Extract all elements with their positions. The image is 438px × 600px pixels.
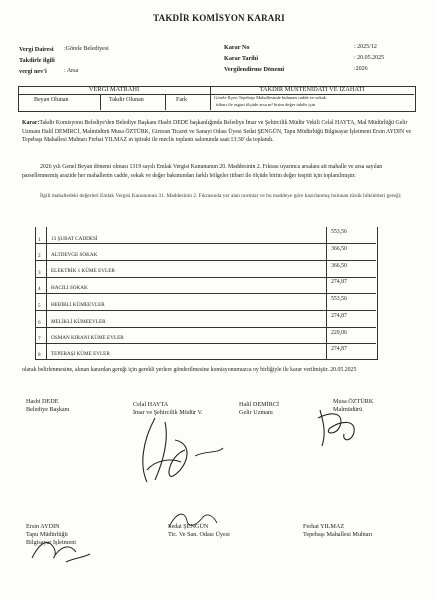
signatory-title: Bilgisayar İşletmeni xyxy=(26,539,77,546)
street-name: 13 ŞUBAT CADDESİ xyxy=(51,236,98,242)
decision-date-label: Karar Tarihi xyxy=(224,55,259,62)
tax-base-header: VERGİ MATRAHI xyxy=(88,86,140,93)
closing-paragraph: olarak belirlenmesine, alınan karardan gereği için gerekli yerlere gönderilmesine komisyonumuzca oy birliğiyle ile karar verilmiştir. 20.05.2025 xyxy=(22,367,357,373)
street-row-number: 4 xyxy=(38,286,41,292)
explanation-header: TAKDİR MÜSTENİDATI VE İZAHATI xyxy=(259,86,365,93)
difference-col: Fark xyxy=(176,97,187,103)
street-row-number: 3 xyxy=(38,270,41,276)
signatory-neighborhood-head xyxy=(303,523,372,539)
signatory-title: Malmüdürü xyxy=(333,406,363,413)
street-unit-value: 229,06 xyxy=(331,330,347,336)
signatory-title: Tepebaşı Mahallesi Muhtarı xyxy=(303,531,373,538)
street-unit-value: 274,87 xyxy=(331,313,347,319)
street-unit-value: 274,87 xyxy=(331,346,347,352)
norms-paragraph: İlgili mahalledeki değerleri Emlak Vergisi Kanununun 31. Maddesinin 2. Fıkrasında yer alan normlar ve bu maddeye göre hazırlanmış bulunan tüzük hükümleri gereği; xyxy=(40,193,402,199)
tax-office-label: Vergi Dairesi xyxy=(19,46,54,53)
assessed-col: Takdir Olunan xyxy=(109,97,144,103)
signatory-title: İmar ve Şehircilik Müdür V. xyxy=(133,409,203,416)
tax-period-value: :2026 xyxy=(354,66,368,72)
tax-type-value: : Arsa xyxy=(64,68,79,74)
explanation-line2: itibarı ile asgari ölçüde arsa m² birim değer takdir için xyxy=(216,102,316,107)
tax-office-value: :Görele Belediyesi xyxy=(64,46,109,52)
street-row-number: 6 xyxy=(38,320,41,326)
signatory-title: Belediye Başkanı xyxy=(26,406,70,413)
street-name: ALTDEVGE SOKAK xyxy=(51,252,98,258)
decision-text: Takdir Komisyonu Belediye'den Belediye Başkanı Hasbi DEDE başkanlığında Belediye İmar ve Şehircilik Müdür Vekili Celal HAYTA, Mal Müdürlüğü Gelir Uzmanı Halil DEMİRCİ, Malmüdürü Musa ÖZTÜRK, Giresun Ticaret ve Sanayi Odası Üyesi Sedat ŞENGÜN, Tapu Müdürlüğü Bilgisayar İşletmeni Ersin AYDIN ve Tepebaşı Mahallesi Muhtarı Ferhat YILMAZ ın iştiraki ile meclis toplantı salonunda saat:13:30' da toplandı. xyxy=(22,120,412,144)
assessment-label: Takdirle ilgili xyxy=(19,57,55,64)
street-row-number: 5 xyxy=(38,303,41,309)
tax-period-label: Vergilendirme Dönemi xyxy=(224,66,285,73)
signatory-revenue-expert xyxy=(239,401,279,417)
signatory-title: Tic. Ve San. Odası Üyesi xyxy=(168,531,230,538)
street-unit-value: 553,56 xyxy=(331,296,347,302)
tax-type-label: vergi nev'i xyxy=(19,68,47,75)
street-unit-value: 553,56 xyxy=(331,229,347,235)
signatory-name: Musa ÖZTÜRK xyxy=(333,398,374,405)
decision-no-label: Karar No xyxy=(224,44,250,51)
street-name: HEBİBLİ KÜMEEVLER xyxy=(51,302,105,308)
street-row-number: 2 xyxy=(38,253,41,259)
signatory-name: Halil DEMİRCİ xyxy=(239,401,280,408)
declared-col: Beyan Olunan xyxy=(34,97,69,103)
street-unit-value: 366,50 xyxy=(331,263,347,269)
decision-label: Karar: xyxy=(22,120,40,126)
street-name: OSMAN KIRANI KÜME EVLER xyxy=(51,335,124,341)
street-row-number: 1 xyxy=(38,237,41,243)
decision-no-value: : 2025/12 xyxy=(354,44,377,50)
signatory-title: Gelir Uzmanı xyxy=(239,409,273,416)
decision-paragraph xyxy=(22,119,414,145)
decision-date-value: : 20.05.2025 xyxy=(354,55,385,61)
signatory-name: Ferhat YILMAZ xyxy=(303,523,345,530)
document-title: TAKDİR KOMİSYON KARARI xyxy=(153,13,285,23)
legal-basis-paragraph: 2026 yılı Genel Beyan dönemi olması 1319 sayılı Emlak Vergisi Kanununun 20. Maddesinin 2. Fıkrası uyarınca arsalara ait mahalle ve arsa sayılan parsellenmemiş arazide her mahallenin cadde, sokak ve değer bakımından farklı bölgeler itibari ile ölçüde birim değer tespiti için toplanılmıştır. xyxy=(22,164,383,179)
street-name: ELEKTRİK 1 KÜME EVLER xyxy=(51,268,115,274)
street-name: MELİKLİ KÜMEEVLER xyxy=(51,319,106,325)
street-unit-value: 366,50 xyxy=(331,246,347,252)
signatory-name: Ersin AYDIN xyxy=(26,523,60,530)
street-name: HACILI SOKAK xyxy=(51,285,88,291)
signatory-name: Hasbi DEDE xyxy=(26,398,59,405)
street-row-number: 8 xyxy=(38,352,41,358)
street-name: TEPEBAŞI KÜME EVLER xyxy=(51,351,110,357)
street-row-number: 7 xyxy=(38,336,41,342)
signatory-title: Tapu Müdürlüğü xyxy=(26,531,68,538)
signatory-name: Celal HAYTA xyxy=(133,401,169,408)
handwritten-signature xyxy=(26,528,96,568)
handwritten-signature xyxy=(125,410,235,490)
handwritten-signature xyxy=(163,505,223,535)
signatory-name: Sedat ŞENGÜN xyxy=(168,523,209,530)
explanation-line1: Görele İlçesi Tepebaşı Mahallesinde bulunan cadde ve sokak xyxy=(214,95,326,100)
signatory-mayor xyxy=(26,398,69,414)
street-unit-value: 274,87 xyxy=(331,279,347,285)
handwritten-signature xyxy=(310,400,370,450)
